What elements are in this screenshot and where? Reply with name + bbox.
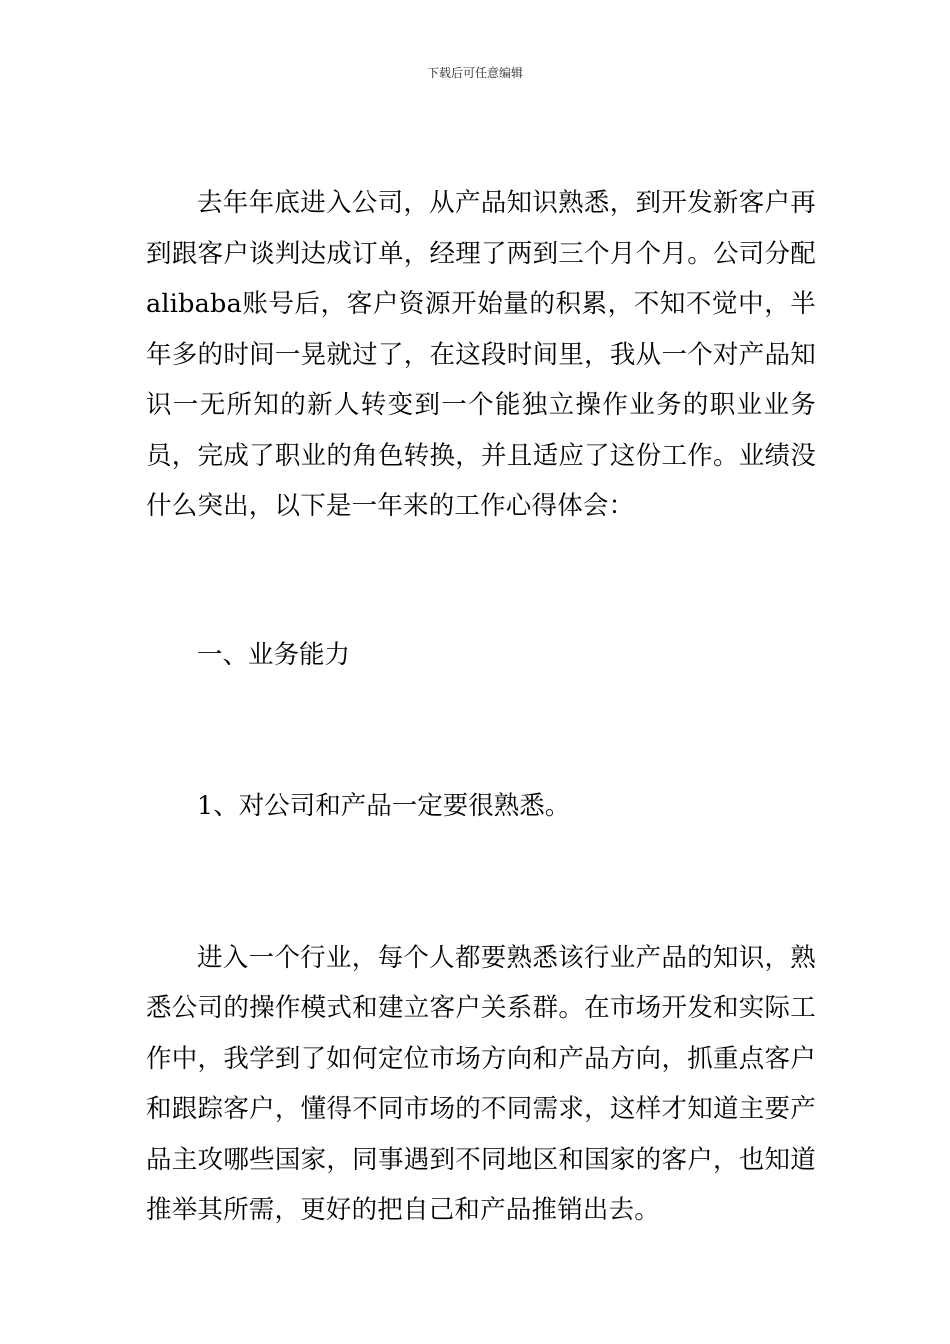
document-body [146, 178, 816, 1236]
body-paragraph: 进入一个行业，每个人都要熟悉该行业产品的知识，熟悉公司的操作模式和建立客户关系群。在市场开发和实际工作中，我学到了如何定位市场方向和产品方向，抓重点客户和跟踪客户，懂得不同市场的不同需求，这样才知道主要产品主攻哪些国家，同事遇到不同地区和国家的客户，也知道推举其所需，更好的把自己和产品推销出去。 [146, 942, 816, 1225]
section-title: 一、业务能力 [197, 639, 351, 670]
spacer [146, 680, 816, 781]
spacer [146, 532, 816, 630]
page-header: 下载后可任意编辑 [426, 66, 523, 80]
subsection-title: 1、对公司和产品一定要很熟悉。 [197, 791, 571, 821]
intro-paragraph: 去年年底进入公司，从产品知识熟悉，到开发新客户再到跟客户谈判达成订单，经理了两到三个月个月。公司分配alibaba账号后，客户资源开始量的积累，不知不觉中，半年多的时间一晃就过了，在这段时间里，我从一个对产品知识一无所知的新人转变到一个能独立操作业务的职业业务员，完成了职业的角色转换，并且适应了这份工作。业绩没什么突出，以下是一年来的工作心得体会： [146, 188, 816, 521]
spacer [146, 832, 816, 933]
